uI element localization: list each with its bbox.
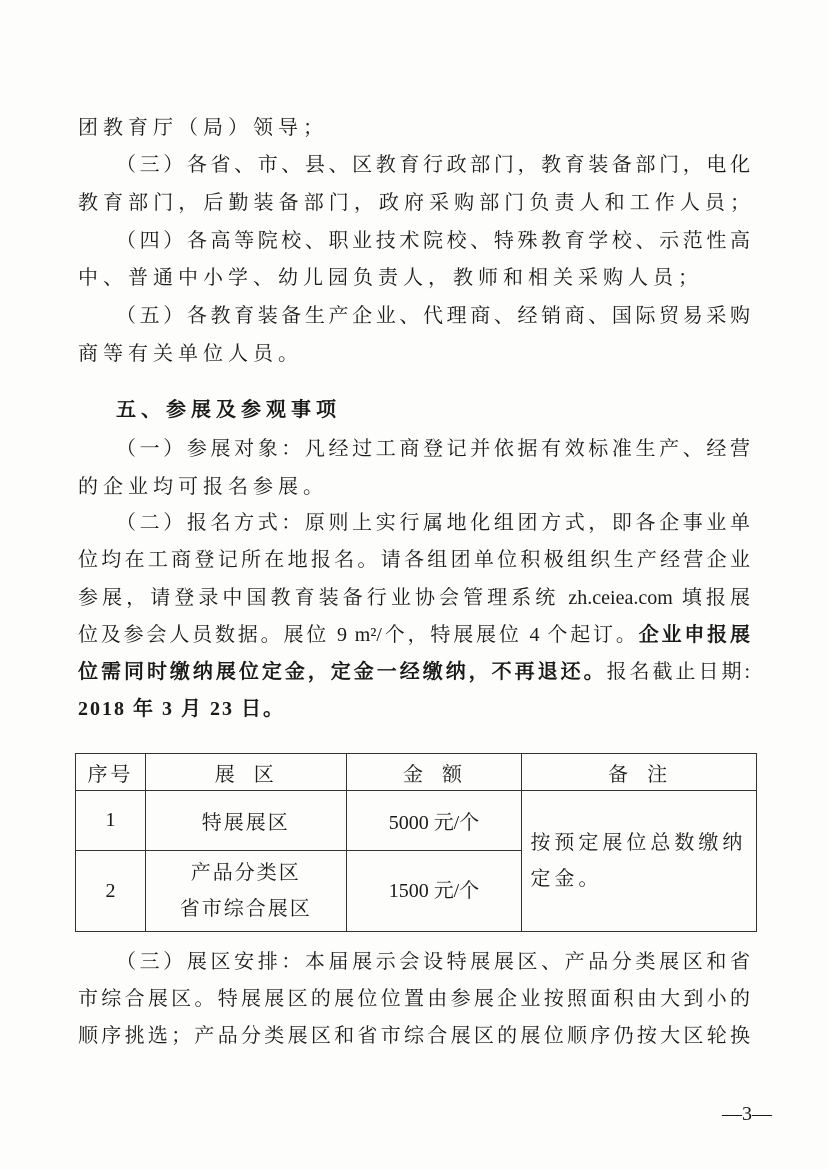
zone-line: 省市综合展区 <box>179 898 312 920</box>
table-header-row <box>76 754 757 791</box>
text-line: 位均在工商登记所在地报名。请各组团单位积极组织生产经营企业 <box>78 549 750 571</box>
cell-amount: 1500 元/个 <box>346 851 522 932</box>
cell-note: 按预定展位总数缴纳定金。 <box>522 791 757 932</box>
text-line: （五）各教育装备生产企业、代理商、经销商、国际贸易采购 <box>116 305 750 327</box>
text-line: （四）各高等院校、职业技术院校、特殊教育学校、示范性高 <box>116 230 750 252</box>
text-line: 中、普通中小学、幼儿园负责人，教师和相关采购人员； <box>78 267 703 289</box>
text-line: 参展，请登录中国教育装备行业协会管理系统 zh.ceiea.com 填报展 <box>78 587 750 609</box>
table-row <box>76 791 757 851</box>
cell-zone: 特展展区 <box>145 791 346 851</box>
header-note: 备 注 <box>522 754 757 791</box>
text-line: 教育部门，后勤装备部门，政府采购部门负责人和工作人员； <box>78 192 750 214</box>
cell-amount: 5000 元/个 <box>346 791 522 851</box>
text-line: （一）参展对象：凡经过工商登记并依据有效标准生产、经营 <box>116 438 750 460</box>
header-amount: 金 额 <box>346 754 522 791</box>
text-segment: 报名截止日期: <box>606 661 750 683</box>
text-line: 商等有关单位人员。 <box>78 343 303 365</box>
text-line: 市综合展区。特展展区的展位位置由参展企业按照面积由大到小的 <box>78 988 750 1010</box>
section-heading: 五、参展及参观事项 <box>116 399 341 421</box>
text-line: 顺序挑选；产品分类展区和省市综合展区的展位顺序仍按大区轮换 <box>78 1025 750 1047</box>
zone-line: 产品分类区 <box>190 862 301 884</box>
bold-text-segment: 位需同时缴纳展位定金，定金一经缴纳，不再退还。 <box>78 661 607 683</box>
text-line: （二）报名方式：原则上实行属地化组团方式，即各企事业单 <box>116 512 750 534</box>
text-line: （三）各省、市、县、区教育行政部门，教育装备部门，电化 <box>116 154 750 176</box>
header-zone: 展 区 <box>145 754 346 791</box>
bold-text-segment: 企业申报展 <box>638 624 750 646</box>
text-line: 团教育厅（局）领导； <box>78 117 328 139</box>
text-segment: 位及参会人员数据。展位 9 m²/个，特展展位 4 个起订。 <box>78 624 639 646</box>
fee-table <box>75 753 757 932</box>
text-line <box>78 623 750 647</box>
text-line <box>78 660 750 684</box>
cell-no: 1 <box>76 791 146 851</box>
page-number: —3— <box>722 1103 772 1125</box>
text-line: （三）展区安排：本届展示会设特展展区、产品分类展区和省 <box>116 951 750 973</box>
cell-zone <box>145 851 346 932</box>
header-no: 序号 <box>76 754 146 791</box>
cell-no: 2 <box>76 851 146 932</box>
text-line: 的企业均可报名参展。 <box>78 476 328 498</box>
deadline-line: 2018 年 3 月 23 日。 <box>78 698 285 720</box>
